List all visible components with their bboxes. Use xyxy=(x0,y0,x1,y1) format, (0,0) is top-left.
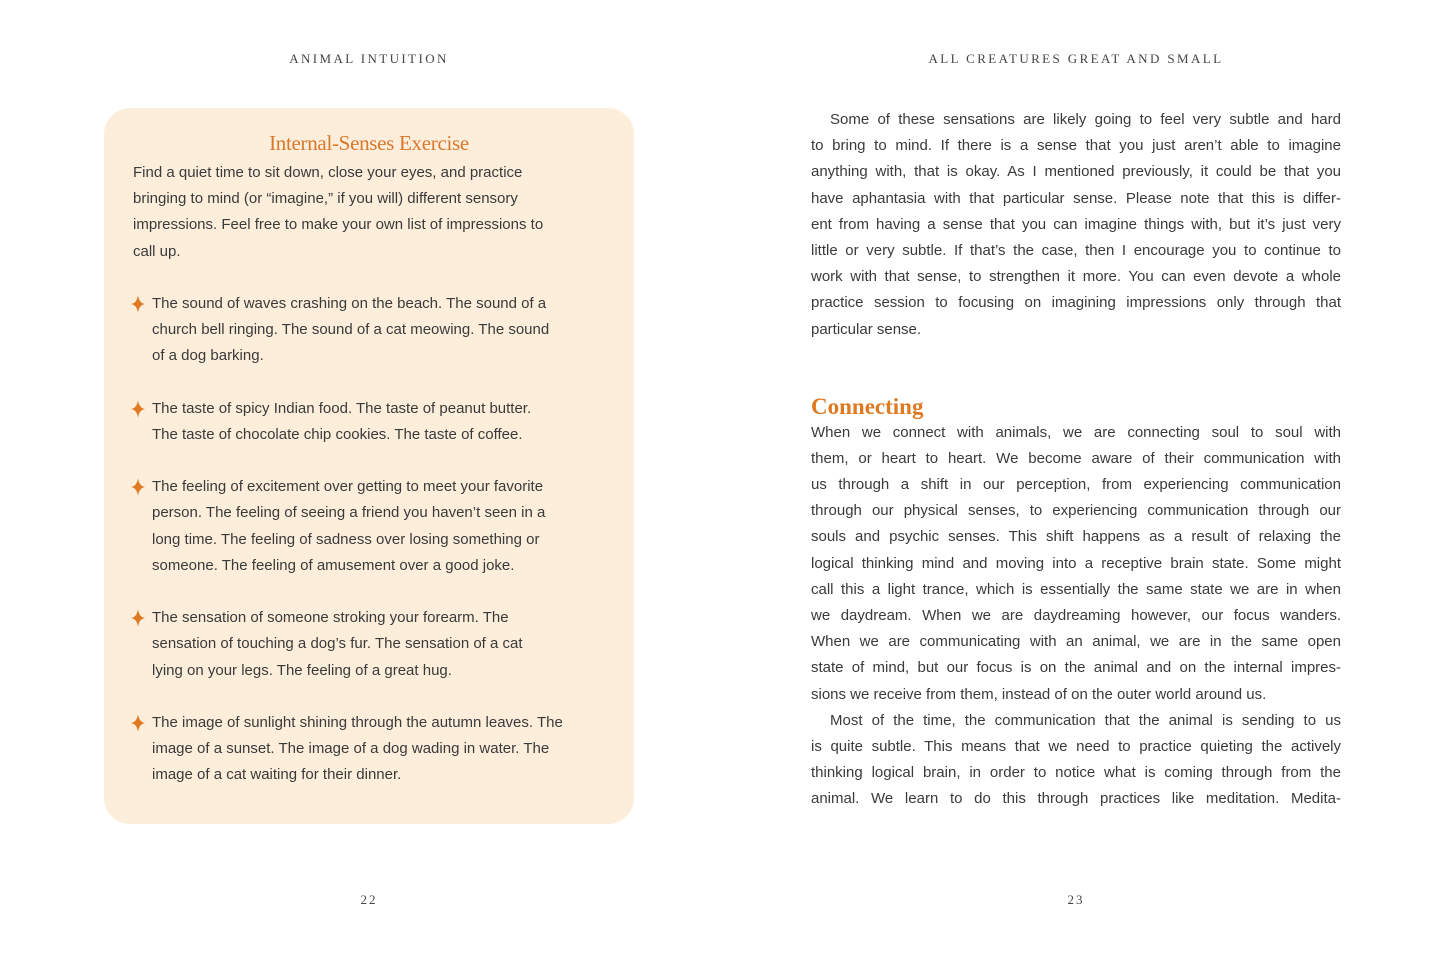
page-number-left: 22 xyxy=(360,892,378,907)
paragraph-line: work with that sense, to strengthen it more. You can even devote a whole xyxy=(811,268,1341,286)
paragraph-line: logical thinking mind and moving into a receptive brain state. Some might xyxy=(811,554,1341,572)
bullet-line: The sensation of someone stroking your forearm. The xyxy=(152,609,509,627)
paragraph-line: anything with, that is okay. As I mentioned previously, it could be that you xyxy=(811,163,1341,181)
paragraph-line: animal. We learn to do this through practices like meditation. Medita- xyxy=(811,790,1341,808)
bullet-item xyxy=(133,605,613,684)
bullet-line: of a dog barking. xyxy=(152,347,264,365)
bullet-line: person. The feeling of seeing a friend you haven’t seen in a xyxy=(152,504,546,522)
exercise-title: Internal-Senses Exercise xyxy=(269,131,469,155)
spacer xyxy=(133,684,613,710)
bullet-line: image of a cat waiting for their dinner. xyxy=(152,766,402,784)
paragraph-line: ent from having a sense that you can imagine things with, but it’s just very xyxy=(811,215,1341,233)
paragraph-line: practice session to focusing on imagining impressions only through that xyxy=(811,294,1341,312)
bullet-item xyxy=(133,396,613,448)
bullet-item xyxy=(133,291,613,370)
spacer xyxy=(133,448,613,474)
bullet-line: The taste of chocolate chip cookies. The taste of coffee. xyxy=(152,425,523,443)
four-point-star-icon xyxy=(131,714,145,732)
paragraph-line: souls and psychic senses. This shift happens as a result of relaxing the xyxy=(811,528,1341,546)
bullet-line: image of a sunset. The image of a dog wading in water. The xyxy=(152,740,550,758)
right-page-text xyxy=(811,107,1341,813)
bullet-line: The taste of spicy Indian food. The taste of peanut butter. xyxy=(152,399,532,417)
exercise-content xyxy=(133,160,613,789)
paragraph-line: When we connect with animals, we are connecting soul to soul with xyxy=(811,423,1341,441)
paragraph-line: thinking logical brain, in order to notice what is coming through from the xyxy=(811,764,1341,782)
four-point-star-icon xyxy=(131,400,145,418)
paragraph-line: is quite subtle. This means that we need to practice quieting the actively xyxy=(811,737,1341,755)
bullet-line: lying on your legs. The feeling of a great hug. xyxy=(152,661,452,679)
bullet-item xyxy=(133,474,613,579)
bullet-line: someone. The feeling of amusement over a good joke. xyxy=(152,556,515,574)
intro-line: bringing to mind (or “imagine,” if you will) different sensory xyxy=(133,190,518,208)
bullet-line: church bell ringing. The sound of a cat meowing. The sound xyxy=(152,321,550,339)
four-point-star-icon xyxy=(131,609,145,627)
paragraph-line: to bring to mind. If there is a sense that you just aren’t able to imagine xyxy=(811,137,1341,155)
bullet-item xyxy=(133,710,613,789)
running-head-right: ALL CREATURES GREAT AND SMALL xyxy=(928,51,1224,66)
paragraph-line: through our physical senses, to experiencing communication through our xyxy=(811,502,1341,520)
paragraph-line: we daydream. When we are daydreaming however, our focus wanders. xyxy=(811,607,1341,624)
page-number-right: 23 xyxy=(1067,892,1085,907)
bullet-line: The feeling of excitement over getting to meet your favorite xyxy=(152,478,544,496)
intro-line: call up. xyxy=(133,242,181,260)
paragraph-line: Some of these sensations are likely going to feel very subtle and hard xyxy=(830,111,1341,128)
spacer xyxy=(133,265,613,291)
four-point-star-icon xyxy=(131,478,145,496)
paragraph-line: them, or heart to heart. We become aware of their communication with xyxy=(811,449,1341,467)
paragraph-line: us through a shift in our perception, from experiencing communication xyxy=(811,476,1341,494)
four-point-star-icon xyxy=(131,295,145,313)
bullet-line: The image of sunlight shining through the autumn leaves. The xyxy=(152,713,563,731)
paragraph-line: When we are communicating with an animal, we are in the same open xyxy=(811,633,1341,651)
paragraph-line: little or very subtle. If that’s the case, then I encourage you to continue to xyxy=(811,241,1341,259)
intro-line: impressions. Feel free to make your own list of impressions to xyxy=(133,216,544,234)
running-head-left: ANIMAL INTUITION xyxy=(289,51,449,66)
intro-line: Find a quiet time to sit down, close your eyes, and practice xyxy=(133,164,523,181)
bullet-line: sensation of touching a dog’s fur. The sensation of a cat xyxy=(152,635,523,653)
bullet-line: The sound of waves crashing on the beach. The sound of a xyxy=(152,294,547,312)
paragraph-line: Most of the time, the communication that the animal is sending to us xyxy=(830,711,1341,729)
paragraph-line: have aphantasia with that particular sense. Please note that this is differ- xyxy=(811,189,1341,207)
paragraph-line: call this a light trance, which is essentially the same state we are in when xyxy=(811,580,1341,598)
bullet-line: long time. The feeling of sadness over losing something or xyxy=(152,530,540,548)
section-heading: Connecting xyxy=(811,393,924,419)
paragraph-line: sions we receive from them, instead of on the outer world around us. xyxy=(811,685,1267,703)
spacer xyxy=(133,370,613,396)
paragraph-line: particular sense. xyxy=(811,320,922,338)
spacer xyxy=(133,579,613,605)
paragraph-line: state of mind, but our focus is on the animal and on the internal impres- xyxy=(811,659,1341,677)
